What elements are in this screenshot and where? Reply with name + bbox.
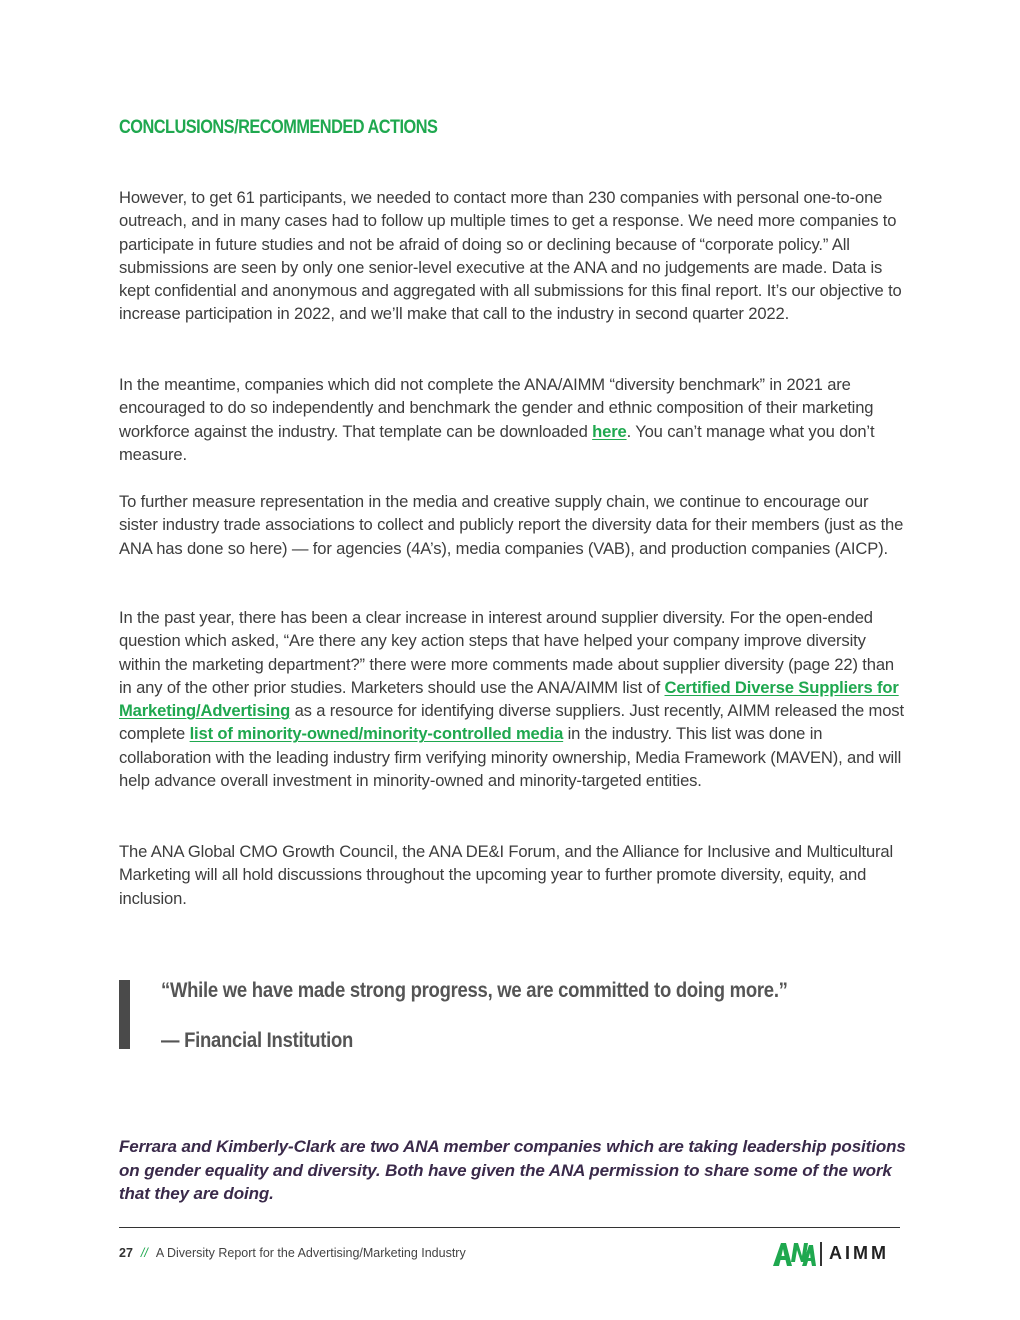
- here-link[interactable]: here: [592, 421, 627, 441]
- footer-divider: [119, 1227, 900, 1228]
- paragraph-supplier-text-3: in the industry. This list was done in collaboration with the leading industry firm verifying minority ownership, Media Framework (MAVEN), and will help advance overall investment in minority-owned and minority-targeted entities.: [119, 724, 902, 791]
- paragraph-councils: The ANA Global CMO Growth Council, the ANA DE&I Forum, and the Alliance for Inclusive and Multicultural Marketing will all hold discussions throughout the upcoming year to further promote diversity, equity, and inclusion.: [119, 842, 894, 908]
- paragraph-supply-chain: To further measure representation in the media and creative supply chain, we continue to encourage our sister industry trade associations to collect and publicly report the diversity data for their members (just as the ANA has done so here) — for agencies (4A’s), media companies (VAB), and production companies (AICP).: [119, 492, 904, 558]
- quote-bar: [119, 980, 130, 1049]
- report-title: A Diversity Report for the Advertising/Marketing Industry: [155, 1246, 466, 1260]
- logo-divider: [820, 1242, 822, 1266]
- footer: [119, 1246, 466, 1260]
- aimm-logo-text: AIMM: [829, 1243, 889, 1263]
- paragraph-participation: However, to get 61 participants, we needed to contact more than 230 companies with personal one-to-one outreach, and in many cases had to follow up multiple times to get a response. We need more companies to participate in future studies and not be afraid of doing so or declining because of “corporate policy.” All submissions are seen by only one senior-level executive at the ANA and no judgements are made. Data is kept confidential and anonymous and aggregated with all submissions for this final report. It’s our objective to increase participation in 2022, and we’ll make that call to the industry in second quarter 2022.: [119, 188, 902, 324]
- company-intro: Ferrara and Kimberly-Clark are two ANA member companies which are taking leadership positions on gender equality and diversity. Both have given the ANA permission to share some of the work that they are doing.: [119, 1137, 906, 1203]
- paragraph-benchmark: [119, 373, 909, 466]
- paragraph-supplier-text-2: as a resource for identifying diverse suppliers. Just recently, AIMM released the most complete: [119, 701, 904, 744]
- paragraph-benchmark-text-end: . You can’t manage what you don’t measure.: [119, 421, 875, 464]
- quote-attribution: — Financial Institution: [161, 1029, 354, 1052]
- page-number: 27: [119, 1246, 133, 1260]
- paragraph-benchmark-text: In the meantime, companies which did not complete the ANA/AIMM “diversity benchmark” in 2021 are encouraged to do so independently and benchmark the gender and ethnic composition of their marketing workforce against the industry. That template can be downloaded: [119, 375, 874, 441]
- footer-separator: //: [140, 1246, 148, 1260]
- minority-media-list-link[interactable]: list of minority-owned/minority-controlled media: [189, 724, 564, 744]
- certified-suppliers-link[interactable]: Certified Diverse Suppliers for Marketing/Advertising: [119, 677, 899, 721]
- ana-aimm-logo: [772, 1240, 900, 1268]
- ana-logo-icon: [772, 1240, 816, 1268]
- section-heading: CONCLUSIONS/RECOMMENDED ACTIONS: [119, 117, 438, 138]
- pull-quote: “While we have made strong progress, we are committed to doing more.”: [161, 979, 788, 1002]
- paragraph-supplier-diversity: [119, 606, 909, 792]
- paragraph-supplier-text-1: In the past year, there has been a clear increase in interest around supplier diversity. For the open-ended question which asked, “Are there any key action steps that have helped your company improve diversity within the marketing department?” there were more comments made about supplier diversity (page 22) than in any of the other prior studies. Marketers should use the ANA/AIMM list of: [119, 608, 894, 697]
